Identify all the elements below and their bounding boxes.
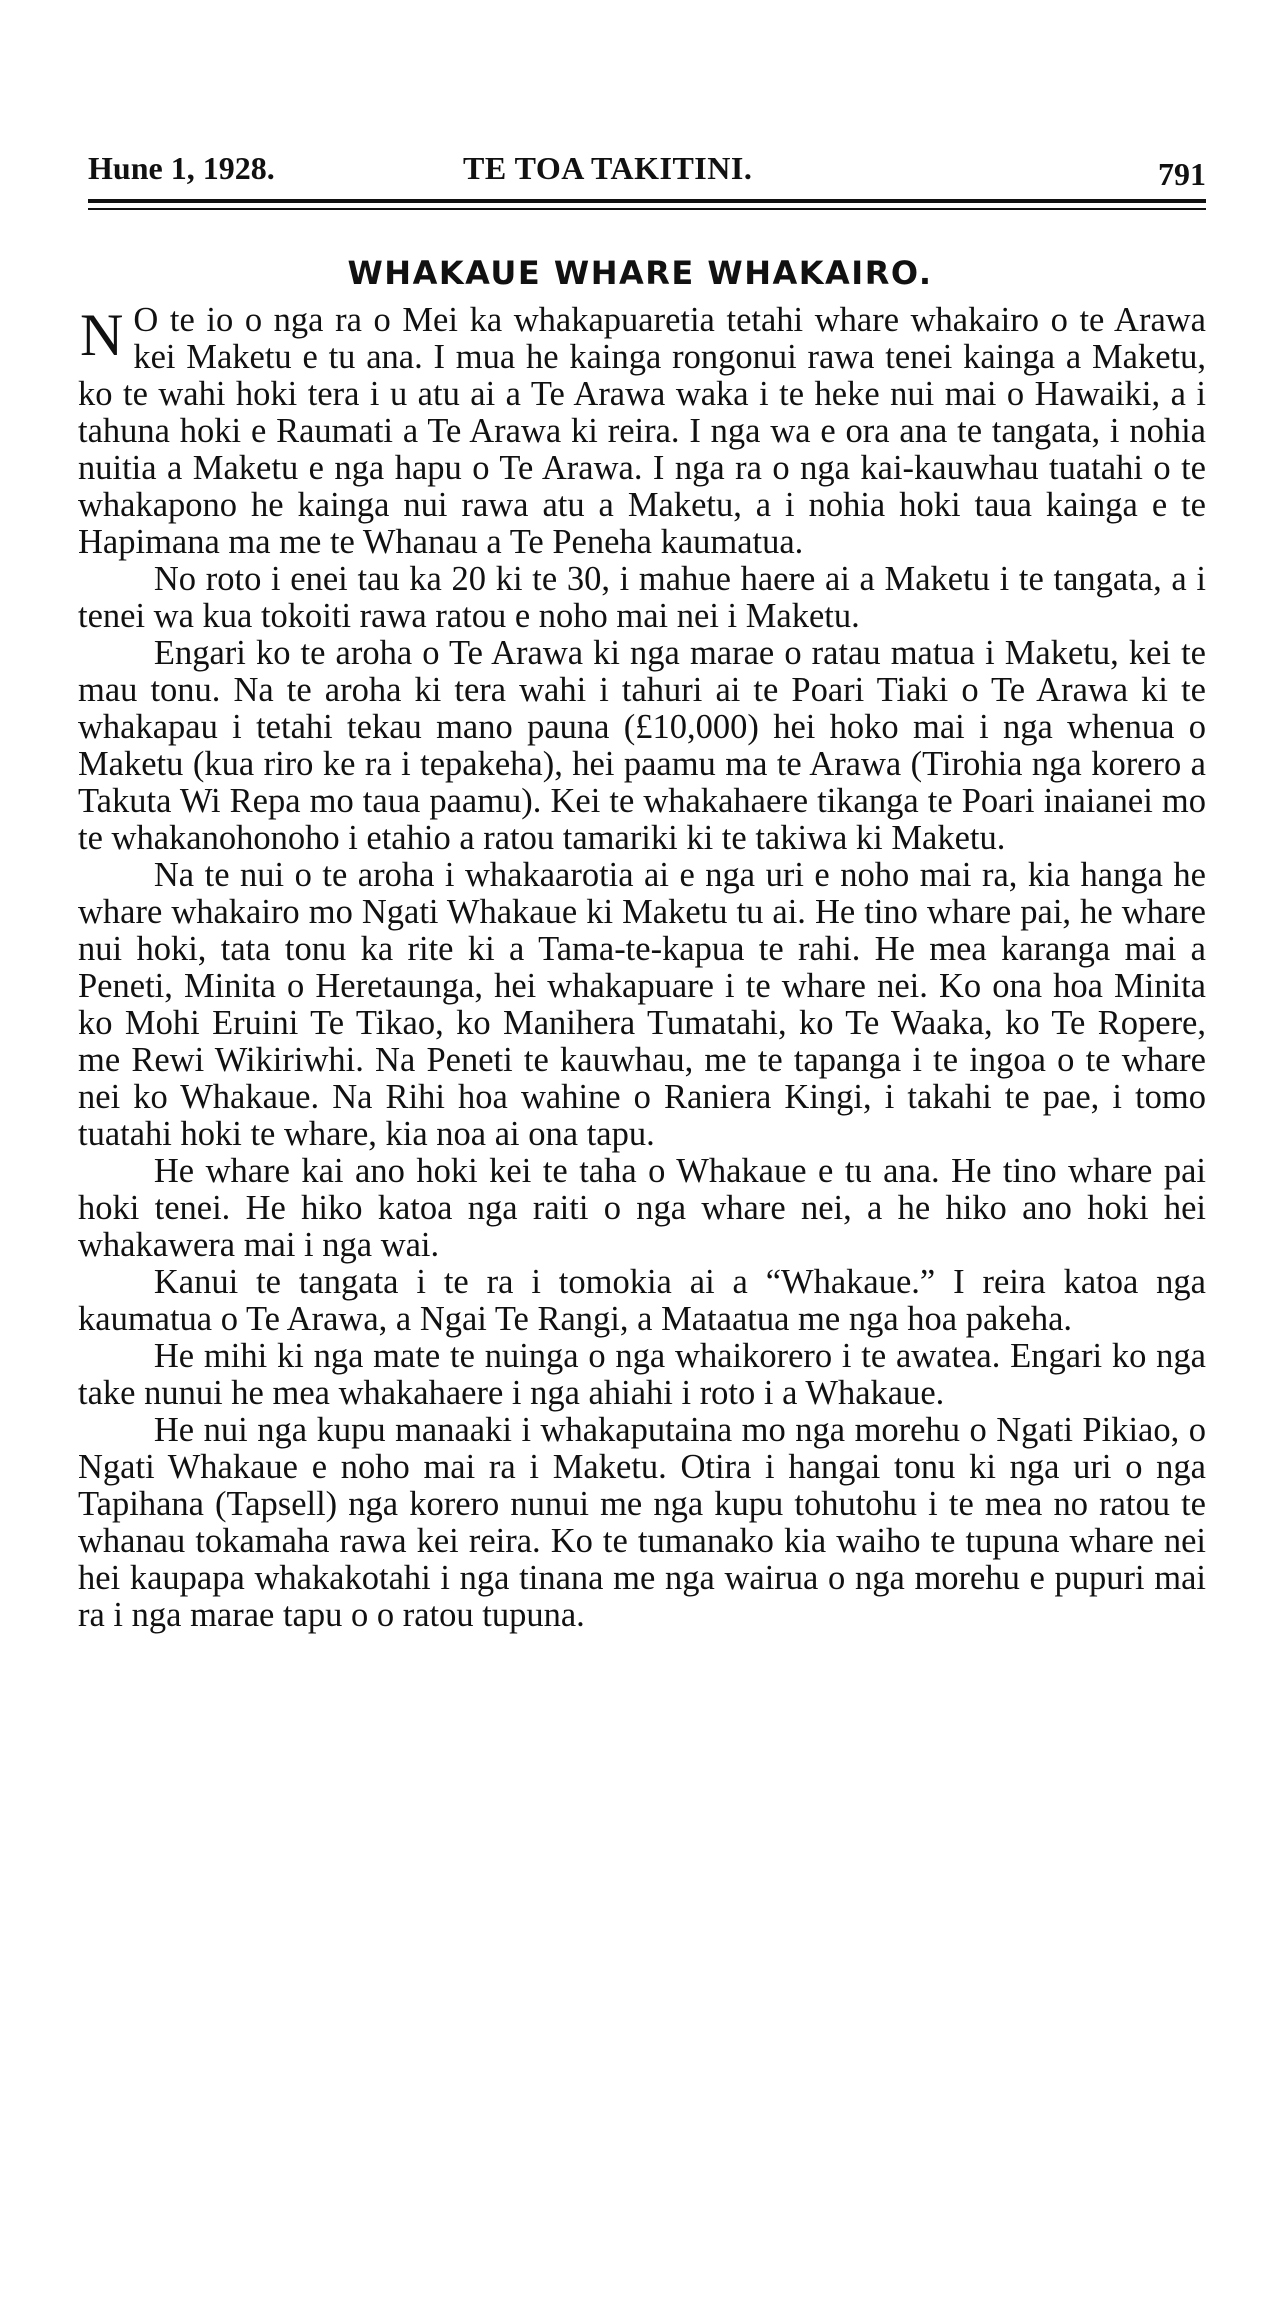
drop-cap: N: [80, 302, 124, 368]
paragraph-1-text: O te io o nga ra o Mei ka whakapuaretia tetahi whare whakairo o te Arawa kei Maketu e tu ana. I mua he kainga rongonui rawa tenei kainga a Maketu, ko te wahi hoki tera i u atu ai a Te Arawa waka i te heke nui mai o Hawaiki, a i tahuna hoki e Raumati a Te Arawa ki reira. I nga wa e ora ana te tangata, i nohia nuitia a Maketu e nga hapu o Te Arawa. I nga ra o nga kai-kauwhau tuatahi o te whakapono he kainga nui rawa atu a Maketu, a i nohia hoki taua kainga e te Hapimana ma me te Whanau a Te Peneha kaumatua.: [78, 301, 1206, 561]
article-body: [78, 302, 1206, 1634]
journal-title: TE TOA TAKITINI.: [463, 150, 753, 186]
paragraph-2: No roto i enei tau ka 20 ki te 30, i mahue haere ai a Maketu i te tangata, a i tenei wa kua tokoiti rawa ratou e noho mai nei i Maketu.: [78, 560, 1206, 635]
paragraph-3: Engari ko te aroha o Te Arawa ki nga marae o ratau matua i Maketu, kei te mau tonu. Na te aroha ki tera wahi i tahuri ai te Poari Tiaki o Te Arawa ki te whakapau i tetahi tekau mano pauna (£10,000) hei hoko mai i nga whenua o Maketu (kua riro ke ra i tepakeha), hei paamu ma te Arawa (Tirohia nga korero a Takuta Wi Repa mo taua paamu). Kei te whakahaere tikanga te Poari inaianei mo te whakanohonoho i etahio a ratou tamariki ki te takiwa ki Maketu.: [78, 634, 1206, 857]
paragraph-5: He whare kai ano hoki kei te taha o Whakaue e tu ana. He tino whare pai hoki tenei. He hiko katoa nga raiti o nga whare nei, a he hiko ano hoki hei whakawera mai i nga wai.: [78, 1152, 1206, 1264]
article-title: WHAKAUE WHARE WHAKAIRO.: [347, 254, 933, 292]
paragraph-8: He nui nga kupu manaaki i whakaputaina mo nga morehu o Ngati Pikiao, o Ngati Whakaue e noho mai ra i Maketu. Otira i hangai tonu ki nga uri o nga Tapihana (Tapsell) nga korero nunui me nga kupu tohutohu i te mea no ratou te whanau tokamaha rawa kei reira. Ko te tumanako kia waiho te tupuna whare nei hei kaupapa whakakotahi i nga tinana me nga wairua o nga morehu e pupuri mai ra i nga marae tapu o o ratou tupuna.: [78, 1411, 1206, 1634]
header-rule-thin: [88, 208, 1206, 210]
issue-date: Hune 1, 1928.: [88, 150, 275, 186]
paragraph-1: [78, 302, 1206, 561]
page-number: 791: [1158, 156, 1206, 192]
running-head: [88, 150, 1206, 194]
paragraph-4: Na te nui o te aroha i whakaarotia ai e nga uri e noho mai ra, kia hanga he whare whakairo mo Ngati Whakaue ki Maketu tu ai. He tino whare pai, he whare nui hoki, tata tonu ka rite ki a Tama-te-kapua te rahi. He mea karanga mai a Peneti, Minita o Heretaunga, hei whakapuare i te whare nei. Ko ona hoa Minita ko Mohi Eruini Te Tikao, ko Manihera Tumatahi, ko Te Waaka, ko Te Ropere, me Rewi Wikiriwhi. Na Peneti te kauwhau, me te tapanga i te ingoa o te whare nei ko Whakaue. Na Rihi hoa wahine o Raniera Kingi, i takahi te pae, i tomo tuatahi hoki te whare, kia noa ai ona tapu.: [78, 856, 1206, 1153]
header-rule-thick: [88, 199, 1206, 203]
paragraph-6: Kanui te tangata i te ra i tomokia ai a “Whakaue.” I reira katoa nga kaumatua o Te Arawa, a Ngai Te Rangi, a Mataatua me nga hoa pakeha.: [78, 1263, 1206, 1338]
paragraph-7: He mihi ki nga mate te nuinga o nga whaikorero i te awatea. Engari ko nga take nunui he mea whakahaere i nga ahiahi i roto i a Whakaue.: [78, 1337, 1206, 1412]
